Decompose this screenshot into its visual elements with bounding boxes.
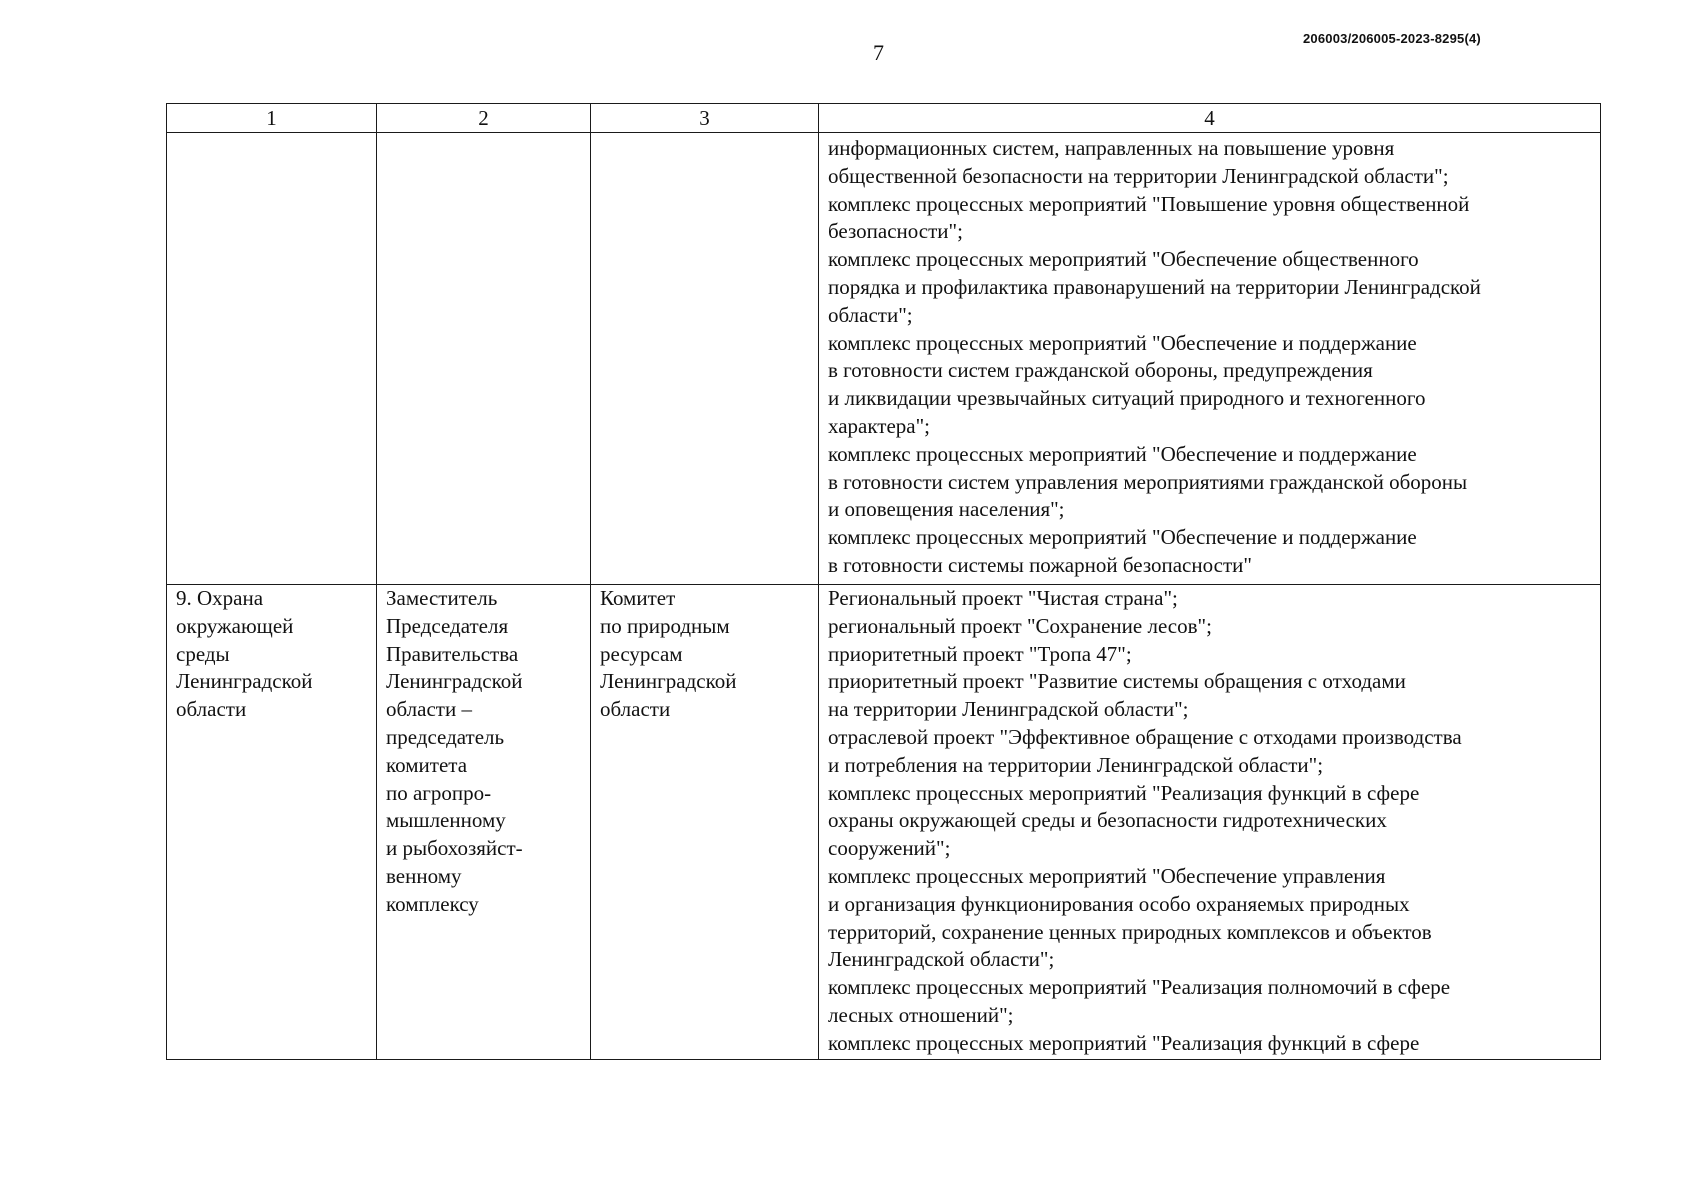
- page-number: 7: [873, 40, 884, 65]
- text-line: сооружений";: [828, 836, 951, 861]
- text-line: и рыбохозяйст-: [386, 836, 523, 861]
- cell-curator: [377, 585, 591, 1060]
- text-line: и оповещения населения";: [828, 497, 1065, 522]
- text-line: и потребления на территории Ленинградской области";: [828, 752, 1324, 777]
- cell-structural-elements: [819, 585, 1601, 1060]
- text-line: области: [600, 697, 671, 722]
- text-line: ресурсам: [600, 641, 683, 666]
- cell-executor: [591, 133, 819, 585]
- text-line: области";: [828, 302, 913, 327]
- table-row: [167, 585, 1601, 1060]
- text-line: Региональный проект "Чистая страна";: [828, 586, 1178, 610]
- text-line: в готовности систем управления мероприятиями гражданской обороны: [828, 469, 1468, 494]
- text-line: комплекс процессных мероприятий "Реализация функций в сфере: [828, 1030, 1420, 1055]
- cell-executor: [591, 585, 819, 1060]
- text-line: комплекс процессных мероприятий "Реализация полномочий в сфере: [828, 975, 1451, 1000]
- text-line: Ленинградской: [600, 669, 737, 694]
- table-row: [167, 133, 1601, 585]
- text-line: Заместитель: [386, 586, 498, 610]
- text-line: приоритетный проект "Тропа 47";: [828, 641, 1132, 666]
- column-header: 2: [377, 104, 591, 133]
- text-line: комплексу: [386, 891, 479, 916]
- column-header: 4: [819, 104, 1601, 133]
- text-line: среды: [176, 641, 230, 666]
- text-line: комплекс процессных мероприятий "Обеспечение и поддержание: [828, 441, 1417, 466]
- text-line: комплекс процессных мероприятий "Обеспечение и поддержание: [828, 330, 1417, 355]
- text-line: и организация функционирования особо охраняемых природных: [828, 891, 1410, 916]
- text-line: отраслевой проект "Эффективное обращение с отходами производства: [828, 724, 1462, 749]
- text-line: характера";: [828, 413, 931, 438]
- text-line: в готовности систем гражданской обороны, предупреждения: [828, 358, 1373, 383]
- text-line: информационных систем, направленных на повышение уровня: [828, 136, 1395, 160]
- text-line: в готовности системы пожарной безопасности": [828, 552, 1252, 577]
- document-id: 206003/206005-2023-8295(4): [1303, 31, 1481, 46]
- text-line: региональный проект "Сохранение лесов";: [828, 613, 1212, 638]
- programs-table: [166, 103, 1601, 1060]
- cell-structural-elements: [819, 133, 1601, 585]
- text-line: Ленинградской: [176, 669, 313, 694]
- column-header: 1: [167, 104, 377, 133]
- text-line: приоритетный проект "Развитие системы обращения с отходами: [828, 669, 1406, 694]
- text-line: лесных отношений";: [828, 1002, 1014, 1027]
- text-line: области –: [386, 697, 472, 722]
- text-line: Председателя: [386, 613, 509, 638]
- text-line: председатель: [386, 724, 505, 749]
- text-line: окружающей: [176, 613, 294, 638]
- text-line: по природным: [600, 613, 730, 638]
- text-line: комплекс процессных мероприятий "Реализация функций в сфере: [828, 780, 1420, 805]
- text-line: комплекс процессных мероприятий "Обеспечение общественного: [828, 247, 1419, 272]
- text-line: территорий, сохранение ценных природных комплексов и объектов: [828, 919, 1432, 944]
- text-line: и ликвидации чрезвычайных ситуаций природного и техногенного: [828, 386, 1426, 411]
- text-line: безопасности";: [828, 219, 963, 244]
- table-header-row: [167, 104, 1601, 133]
- text-line: комплекс процессных мероприятий "Обеспечение управления: [828, 863, 1386, 888]
- text-line: области: [176, 697, 247, 722]
- text-line: по агропро-: [386, 780, 492, 805]
- text-line: венному: [386, 863, 462, 888]
- text-line: на территории Ленинградской области";: [828, 697, 1189, 722]
- text-line: Ленинградской: [386, 669, 523, 694]
- text-line: общественной безопасности на территории Ленинградской области";: [828, 163, 1449, 188]
- column-header: 3: [591, 104, 819, 133]
- text-line: Ленинградской области";: [828, 947, 1055, 972]
- text-line: комплекс процессных мероприятий "Повышение уровня общественной: [828, 191, 1470, 216]
- text-line: Правительства: [386, 641, 519, 666]
- cell-program-name: [167, 133, 377, 585]
- text-line: охраны окружающей среды и безопасности гидротехнических: [828, 808, 1387, 833]
- cell-curator: [377, 133, 591, 585]
- text-line: порядка и профилактика правонарушений на территории Ленинградской: [828, 274, 1481, 299]
- text-line: Комитет: [600, 586, 676, 610]
- text-line: мышленному: [386, 808, 506, 833]
- text-line: комплекс процессных мероприятий "Обеспечение и поддержание: [828, 525, 1417, 550]
- text-line: комитета: [386, 752, 468, 777]
- cell-program-name: [167, 585, 377, 1060]
- text-line: 9. Охрана: [176, 586, 264, 610]
